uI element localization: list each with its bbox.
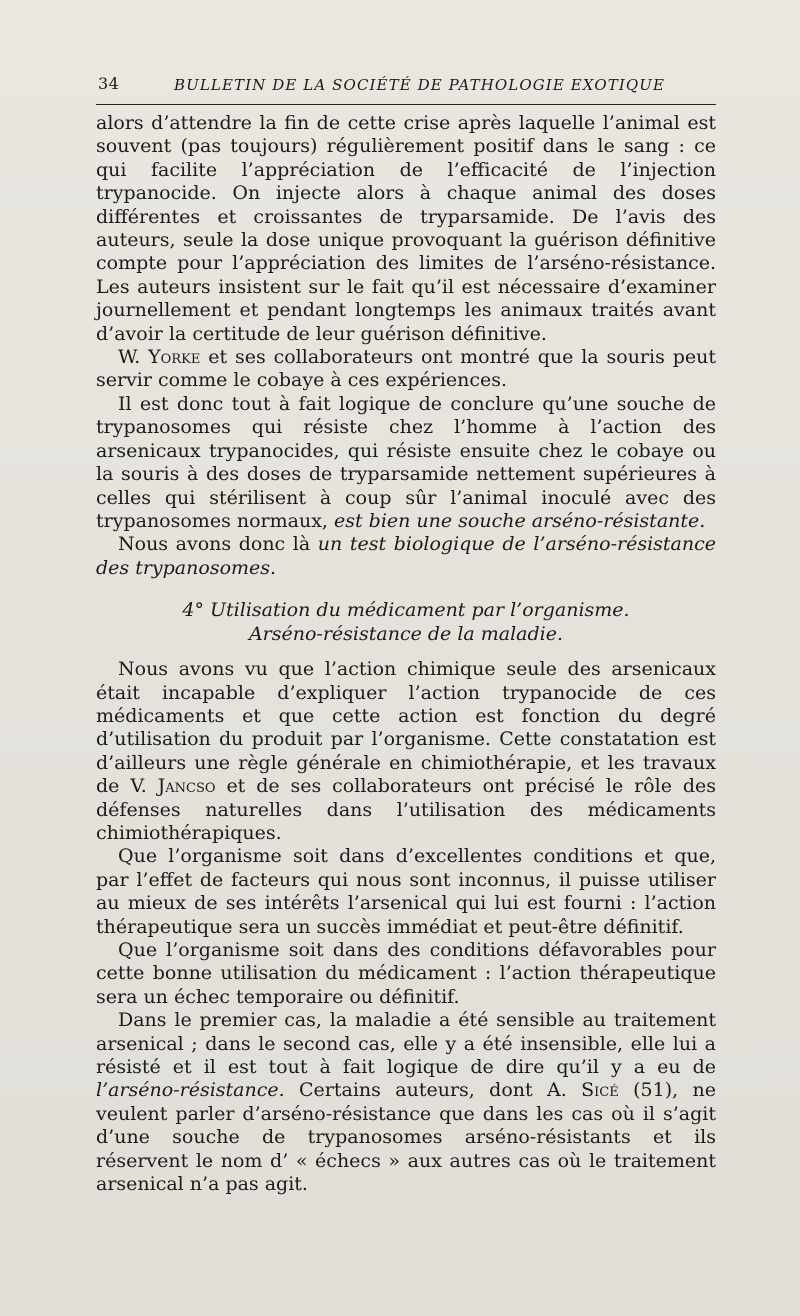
emphasis: est bien une souche arséno-résistante bbox=[334, 509, 700, 532]
paragraph: alors d’attendre la fin de cette crise après laquelle l’animal est souvent (pas toujours) régulièrement positif dans le sang : ce qui facilite l’appréciation de l’efficacité de l’injection trypanocide. On injecte alors à chaque animal des doses différentes et croissantes de tryparsamide. De l’avis des auteurs, seule la dose unique provoquant la guérison définitive compte pour l’appréciation des limites de l’arséno-résistance. Les auteurs insistent sur le fait qu’il est nécessaire d’examiner journellement et pendant longtemps les animaux traités avant d’avoir la certitude de leur guérison définitive. bbox=[96, 112, 716, 345]
paragraph: Nous avons vu que l’action chimique seule des arsenicaux était incapable d’expliquer l’action trypanocide de ces médicaments et que cette action est fonction du degré d’utilisation du produit par l’organisme. Cette constatation est d’ailleurs une règle générale en chimiothérapie, et les travaux de V. Jancso et de ses collaborateurs ont précisé le rôle des défenses naturelles dans l’utilisation des médicaments chimiothérapiques. bbox=[96, 658, 716, 844]
header-rule bbox=[96, 104, 716, 105]
emphasis: un test biologique de l’arséno-résistance des trypanosomes bbox=[96, 533, 716, 579]
paragraph: W. Yorke et ses collaborateurs ont montré que la souris peut servir comme le cobaye à ces expériences. bbox=[96, 346, 716, 392]
paragraph: Que l’organisme soit dans d’excellentes conditions et que, par l’effet de facteurs qui nous sont inconnus, il puisse utiliser au mieux de ses intérêts l’arsenical qui lui est fourni : l’action thérapeutique sera un succès immédiat et peut-être définitif. bbox=[96, 845, 716, 938]
author-name: W. Yorke bbox=[118, 346, 201, 369]
section-heading-line: Arséno-résistance de la maladie. bbox=[248, 623, 564, 646]
paragraph: Dans le premier cas, la maladie a été sensible au traitement arsenical ; dans le second cas, elle y a été insensible, elle lui a résisté et il est tout à fait logique de dire qu’il y a eu de l’arséno-résistance. Certains auteurs, dont A. Sicé (51), ne veulent parler d’arséno-résistance que dans les cas où il s’agit d’une souche de trypanosomes arséno-résistants et ils réservent le nom d’ « échecs » aux autres cas où le traitement arsenical n’a pas agit. bbox=[96, 1009, 716, 1196]
running-title: BULLETIN DE LA SOCIÉTÉ DE PATHOLOGIE EXOTIQUE bbox=[174, 76, 666, 94]
section-heading bbox=[96, 598, 716, 646]
section-heading-line: 4° Utilisation du médicament par l’organisme. bbox=[182, 599, 630, 622]
author-name: A. Sicé bbox=[547, 1079, 619, 1102]
paragraph: Nous avons donc là un test biologique de l’arséno-résistance des trypanosomes. bbox=[96, 533, 716, 579]
author-name: V. Jancso bbox=[130, 775, 216, 798]
body-text bbox=[96, 112, 716, 1196]
paragraph: Que l’organisme soit dans des conditions défavorables pour cette bonne utilisation du médicament : l’action thérapeutique sera un échec temporaire ou définitif. bbox=[96, 939, 716, 1008]
page-number: 34 bbox=[98, 74, 120, 93]
paragraph: Il est donc tout à fait logique de conclure qu’une souche de trypanosomes qui résiste chez l’homme à l’action des arsenicaux trypanocides, qui résiste ensuite chez le cobaye ou la souris à des doses de tryparsamide nettement supérieures à celles qui stérilisent à coup sûr l’animal inoculé avec des trypanosomes normaux, est bien une souche arséno-résistante. bbox=[96, 392, 716, 532]
emphasis: l’arséno-résistance bbox=[96, 1079, 279, 1102]
page-header bbox=[96, 72, 716, 98]
